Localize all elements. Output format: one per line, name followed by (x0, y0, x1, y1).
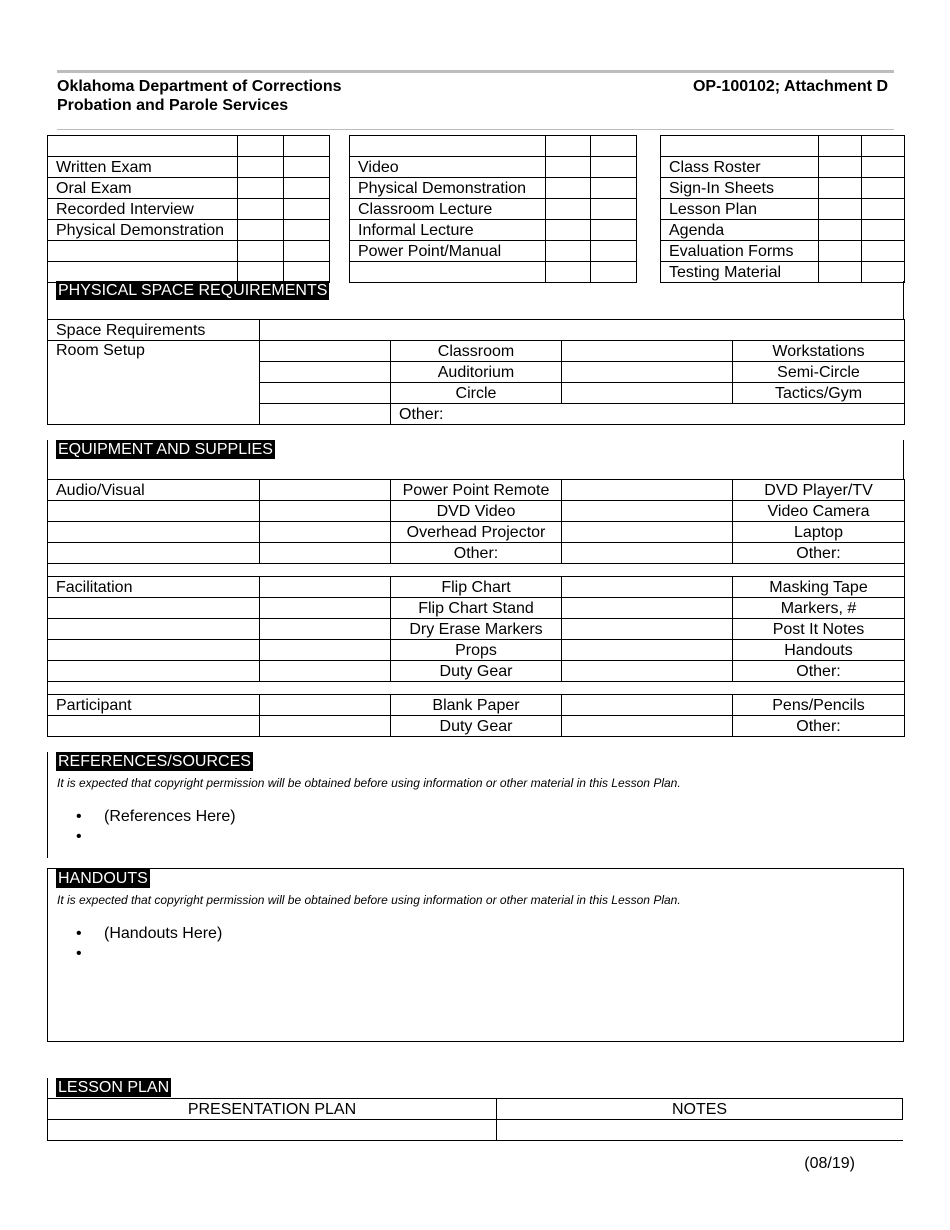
checkbox-cell[interactable] (546, 220, 591, 241)
lesson-plan-title: LESSON PLAN (58, 1079, 170, 1096)
materials-row (661, 241, 905, 262)
equipment-checkbox-cell[interactable] (562, 695, 733, 716)
checkbox-cell[interactable] (546, 241, 591, 262)
room-option: Semi-Circle (733, 362, 905, 383)
room-option: Tactics/Gym (733, 383, 905, 404)
checkbox-cell[interactable] (546, 136, 591, 157)
checkbox-cell[interactable] (238, 220, 284, 241)
delivery-row (350, 241, 637, 262)
equipment-checkbox-cell[interactable] (260, 598, 391, 619)
equipment-item: Other: (733, 543, 905, 564)
materials-row (661, 136, 905, 157)
row-label: Classroom Lecture (350, 199, 546, 220)
equipment-item: Duty Gear (391, 661, 562, 682)
equipment-checkbox-cell[interactable] (562, 640, 733, 661)
equipment-item: Duty Gear (391, 716, 562, 737)
equipment-checkbox-cell[interactable] (562, 716, 733, 737)
spacer-cell (48, 564, 905, 577)
org-name: Oklahoma Department of Corrections (57, 78, 342, 95)
checkbox-cell[interactable] (284, 157, 330, 178)
equipment-group-label: Participant (48, 695, 260, 716)
space-requirements-label: Space Requirements (48, 320, 260, 341)
room-setup-label: Room Setup (48, 341, 260, 425)
materials-row (661, 220, 905, 241)
equipment-row (48, 577, 905, 598)
reference-item[interactable] (48, 827, 904, 847)
equipment-title: EQUIPMENT AND SUPPLIES (58, 441, 273, 458)
references-list (48, 807, 904, 847)
lesson-plan-table (47, 1098, 903, 1141)
room-checkbox-cell[interactable] (260, 383, 391, 404)
checkbox-cell[interactable] (238, 178, 284, 199)
equipment-checkbox-cell[interactable] (562, 522, 733, 543)
checkbox-cell[interactable] (284, 178, 330, 199)
room-option: Classroom (391, 341, 562, 362)
checkbox-cell[interactable] (238, 136, 284, 157)
equipment-checkbox-cell[interactable] (562, 661, 733, 682)
equipment-label-cell (48, 598, 260, 619)
equipment-item: Other: (733, 661, 905, 682)
handouts-title: HANDOUTS (58, 870, 148, 887)
equipment-item: Laptop (733, 522, 905, 543)
row-label: Physical Demonstration (350, 178, 546, 199)
room-option: Circle (391, 383, 562, 404)
checkbox-cell[interactable] (819, 178, 862, 199)
equipment-checkbox-cell[interactable] (562, 619, 733, 640)
checkbox-cell[interactable] (591, 241, 637, 262)
checkbox-cell[interactable] (546, 157, 591, 178)
delivery-row (350, 220, 637, 241)
equipment-item: Other: (733, 716, 905, 737)
equipment-item: Flip Chart (391, 577, 562, 598)
row-label: Written Exam (48, 157, 238, 178)
equipment-label-cell (48, 501, 260, 522)
materials-row (661, 262, 905, 283)
handout-item[interactable]: • (Handouts Here) (48, 924, 903, 944)
physical-space-header (47, 281, 904, 319)
evaluation-row (48, 178, 330, 199)
row-label (661, 136, 819, 157)
row-label: Agenda (661, 220, 819, 241)
checkbox-cell[interactable] (546, 178, 591, 199)
room-other-field[interactable]: Other: (391, 404, 905, 425)
equipment-checkbox-cell[interactable] (260, 480, 391, 501)
equipment-checkbox-cell[interactable] (260, 522, 391, 543)
checkbox-cell[interactable] (862, 220, 905, 241)
equipment-checkbox-cell[interactable] (260, 640, 391, 661)
checkbox-cell[interactable] (819, 220, 862, 241)
checkbox-cell[interactable] (284, 262, 330, 283)
room-option: Auditorium (391, 362, 562, 383)
evaluation-row (48, 157, 330, 178)
checkbox-cell[interactable] (591, 157, 637, 178)
checkbox-cell[interactable] (546, 262, 591, 283)
equipment-item: Masking Tape (733, 577, 905, 598)
equipment-row (48, 501, 905, 522)
checkbox-cell[interactable] (819, 262, 862, 283)
equipment-header (47, 440, 904, 479)
equipment-label-cell (48, 661, 260, 682)
checkbox-cell[interactable] (819, 136, 862, 157)
checkbox-cell[interactable] (238, 199, 284, 220)
equipment-label-cell (48, 640, 260, 661)
checkbox-cell[interactable] (591, 199, 637, 220)
handouts-note: It is expected that copyright permission will be obtained before using information or other material in this Lesson Plan. (57, 893, 681, 907)
equipment-item: Markers, # (733, 598, 905, 619)
equipment-checkbox-cell[interactable] (562, 501, 733, 522)
evaluation-row (48, 220, 330, 241)
materials-table (660, 135, 905, 283)
equipment-item: Power Point Remote (391, 480, 562, 501)
materials-row (661, 157, 905, 178)
room-checkbox-cell[interactable] (562, 341, 733, 362)
equipment-checkbox-cell[interactable] (562, 543, 733, 564)
equipment-item: Post It Notes (733, 619, 905, 640)
equipment-spacer-row (48, 564, 905, 577)
spacer-cell (48, 682, 905, 695)
notes-cell[interactable] (497, 1120, 903, 1141)
room-checkbox-cell[interactable] (260, 362, 391, 383)
equipment-checkbox-cell[interactable] (260, 577, 391, 598)
equipment-item: DVD Player/TV (733, 480, 905, 501)
equipment-checkbox-cell[interactable] (562, 598, 733, 619)
checkbox-cell[interactable] (591, 136, 637, 157)
equipment-row (48, 661, 905, 682)
delivery-row (350, 199, 637, 220)
materials-row (661, 178, 905, 199)
row-label: Informal Lecture (350, 220, 546, 241)
revision-date: (08/19) (804, 1155, 855, 1172)
references-title: REFERENCES/SOURCES (58, 753, 251, 770)
document-id: OP-100102; Attachment D (692, 78, 888, 95)
equipment-group-label: Audio/Visual (48, 480, 260, 501)
handouts-list (48, 924, 903, 964)
checkbox-cell[interactable] (819, 199, 862, 220)
equipment-checkbox-cell[interactable] (260, 501, 391, 522)
row-label: Video (350, 157, 546, 178)
checkbox-cell[interactable] (862, 199, 905, 220)
row-label: Testing Material (661, 262, 819, 283)
references-note: It is expected that copyright permission will be obtained before using information or other material in this Lesson Plan. (57, 776, 681, 790)
checkbox-cell[interactable] (819, 157, 862, 178)
equipment-row (48, 522, 905, 543)
delivery-row (350, 262, 637, 283)
equipment-checkbox-cell[interactable] (562, 480, 733, 501)
equipment-item: DVD Video (391, 501, 562, 522)
equipment-checkbox-cell[interactable] (260, 716, 391, 737)
header-top-rule (57, 70, 894, 73)
equipment-item: Overhead Projector (391, 522, 562, 543)
evaluation-table (47, 135, 330, 283)
presentation-plan-header: PRESENTATION PLAN (48, 1099, 497, 1120)
equipment-row (48, 640, 905, 661)
checkbox-cell[interactable] (284, 220, 330, 241)
references-section (47, 752, 904, 858)
handout-item[interactable] (48, 944, 903, 964)
room-option: Workstations (733, 341, 905, 362)
equipment-row (48, 619, 905, 640)
room-checkbox-cell[interactable] (260, 341, 391, 362)
evaluation-row (48, 241, 330, 262)
equipment-label-cell (48, 522, 260, 543)
equipment-checkbox-cell[interactable] (562, 577, 733, 598)
delivery-row (350, 136, 637, 157)
physical-space-title: PHYSICAL SPACE REQUIREMENTS (58, 282, 328, 299)
delivery-row (350, 178, 637, 199)
checkbox-cell[interactable] (862, 241, 905, 262)
reference-item[interactable]: • (References Here) (48, 807, 904, 827)
equipment-row (48, 716, 905, 737)
notes-header: NOTES (497, 1099, 903, 1120)
evaluation-row (48, 199, 330, 220)
equipment-label-cell (48, 543, 260, 564)
room-checkbox-cell[interactable] (562, 362, 733, 383)
lesson-plan-header (47, 1078, 171, 1098)
materials-row (661, 199, 905, 220)
row-label: Recorded Interview (48, 199, 238, 220)
equipment-row (48, 543, 905, 564)
equipment-checkbox-cell[interactable] (260, 619, 391, 640)
checkbox-cell[interactable] (238, 262, 284, 283)
row-label (48, 262, 238, 283)
equipment-row (48, 695, 905, 716)
checkbox-cell[interactable] (546, 199, 591, 220)
row-label: Physical Demonstration (48, 220, 238, 241)
checkbox-cell[interactable] (284, 136, 330, 157)
equipment-item: Pens/Pencils (733, 695, 905, 716)
checkbox-cell[interactable] (862, 157, 905, 178)
header-bottom-rule (57, 129, 894, 130)
equipment-item: Handouts (733, 640, 905, 661)
checkbox-cell[interactable] (862, 262, 905, 283)
equipment-label-cell (48, 619, 260, 640)
equipment-item: Video Camera (733, 501, 905, 522)
row-label (350, 262, 546, 283)
checkbox-cell[interactable] (238, 241, 284, 262)
equipment-item: Props (391, 640, 562, 661)
row-label: Power Point/Manual (350, 241, 546, 262)
handouts-section (47, 868, 904, 1042)
checkbox-cell[interactable] (862, 178, 905, 199)
room-checkbox-cell[interactable] (562, 383, 733, 404)
equipment-item: Dry Erase Markers (391, 619, 562, 640)
equipment-table (47, 479, 905, 737)
row-label: Oral Exam (48, 178, 238, 199)
physical-space-table (47, 319, 905, 425)
row-label: Lesson Plan (661, 199, 819, 220)
equipment-item: Blank Paper (391, 695, 562, 716)
org-division: Probation and Parole Services (57, 97, 289, 114)
header-org (57, 77, 342, 115)
delivery-method-table (349, 135, 637, 283)
checkbox-cell[interactable] (284, 241, 330, 262)
row-label (48, 136, 238, 157)
row-label (350, 136, 546, 157)
checkbox-cell[interactable] (238, 157, 284, 178)
row-label: Evaluation Forms (661, 241, 819, 262)
checkbox-cell[interactable] (591, 220, 637, 241)
equipment-checkbox-cell[interactable] (260, 543, 391, 564)
room-checkbox-cell[interactable] (260, 404, 391, 425)
checkbox-cell[interactable] (591, 178, 637, 199)
evaluation-row (48, 262, 330, 283)
presentation-plan-cell[interactable] (48, 1120, 497, 1141)
equipment-item: Flip Chart Stand (391, 598, 562, 619)
equipment-item: Other: (391, 543, 562, 564)
equipment-label-cell (48, 716, 260, 737)
row-label: Sign-In Sheets (661, 178, 819, 199)
equipment-row (48, 480, 905, 501)
checkbox-cell[interactable] (591, 262, 637, 283)
space-requirements-field[interactable] (260, 320, 905, 341)
checkbox-cell[interactable] (819, 241, 862, 262)
checkbox-cell[interactable] (284, 199, 330, 220)
equipment-checkbox-cell[interactable] (260, 695, 391, 716)
equipment-row (48, 598, 905, 619)
equipment-group-label: Facilitation (48, 577, 260, 598)
delivery-row (350, 157, 637, 178)
row-label: Class Roster (661, 157, 819, 178)
equipment-spacer-row (48, 682, 905, 695)
evaluation-row (48, 136, 330, 157)
checkbox-cell[interactable] (862, 136, 905, 157)
equipment-checkbox-cell[interactable] (260, 661, 391, 682)
row-label (48, 241, 238, 262)
